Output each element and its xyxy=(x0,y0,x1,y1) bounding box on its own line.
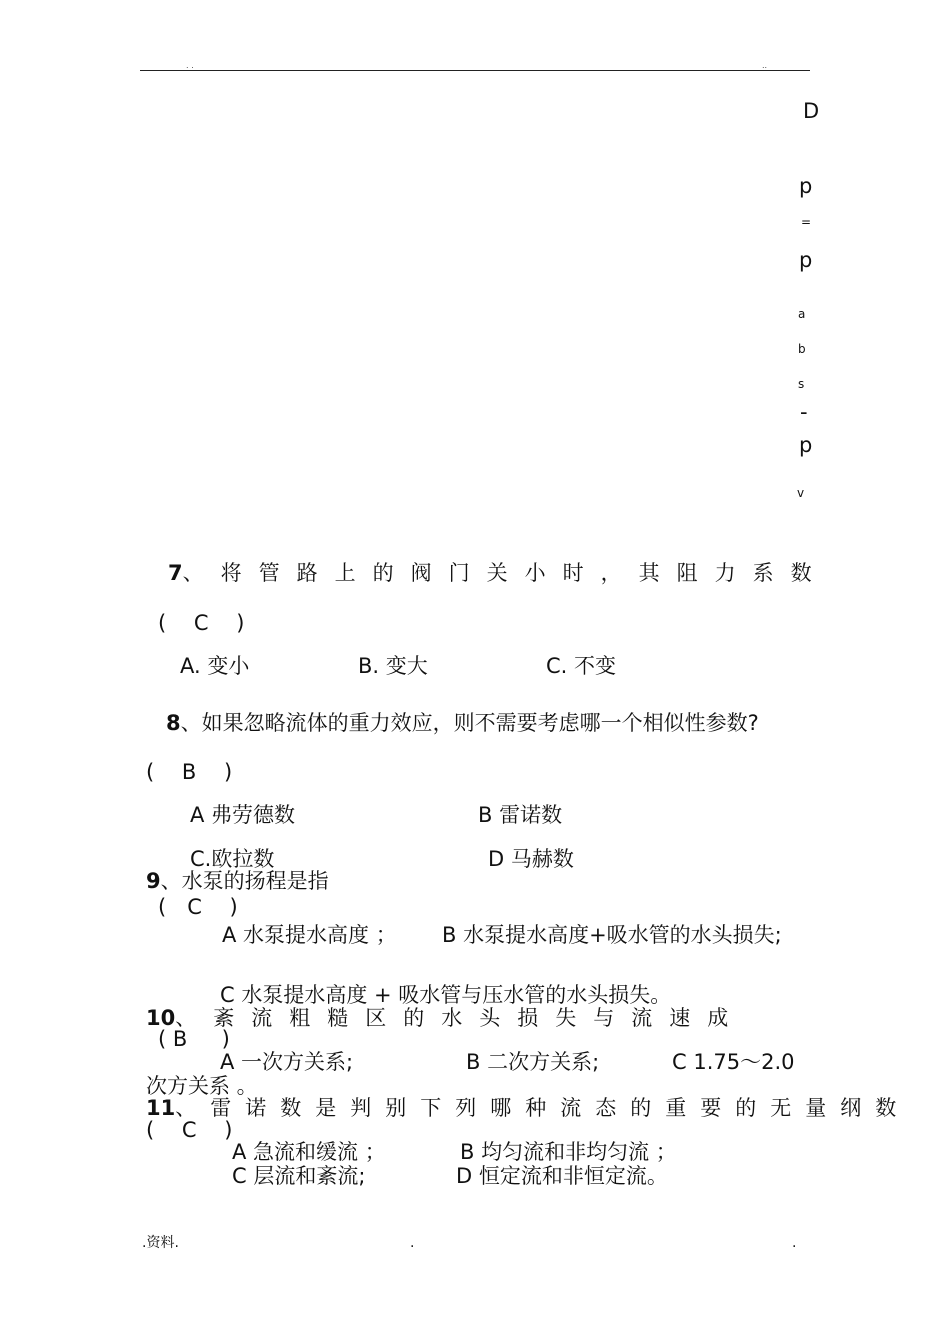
formula-p3: p xyxy=(799,433,813,457)
q8-answer: ( B ) xyxy=(146,760,233,784)
q8-option-b: B 雷诺数 xyxy=(478,803,563,827)
q9-option-b: B 水泵提水高度+吸水管的水头损失; xyxy=(442,923,782,947)
q9-line xyxy=(146,871,329,892)
q10-option-a: A 一次方关系; xyxy=(220,1050,354,1074)
q11-option-d: D 恒定流和非恒定流。 xyxy=(456,1164,668,1188)
q7-number: 7 xyxy=(168,561,183,585)
q9-option-a: A 水泵提水高度 ； xyxy=(222,923,397,947)
q7-answer: ( C ) xyxy=(158,611,245,635)
q9-option-c: C 水泵提水高度 + 吸水管与压水管的水头损失。 xyxy=(220,983,672,1007)
q10-answer: ( B ) xyxy=(158,1027,230,1051)
q9-number: 9 xyxy=(146,869,161,893)
footer-center: . xyxy=(410,1235,415,1251)
q8-option-c: C.欧拉数 xyxy=(190,847,275,871)
footer-left: .资料. xyxy=(142,1235,179,1251)
q11-line xyxy=(146,1098,910,1119)
q10-number: 10 xyxy=(146,1006,176,1030)
q10-text: 、紊流粗糙区的水头损失与流速成 xyxy=(175,1006,746,1030)
header-right-mark: .. xyxy=(762,61,768,70)
q7-option-b: B. 变大 xyxy=(358,654,428,678)
q9-answer: ( C ) xyxy=(158,895,238,919)
q7-text: 、将管路上的阀门关小时，其阻力系数 xyxy=(182,561,829,585)
formula-s: s xyxy=(798,377,805,391)
q7-line xyxy=(168,563,829,584)
q8-option-a: A 弗劳德数 xyxy=(190,803,296,827)
footer-right: . xyxy=(792,1235,797,1251)
formula-p2: p xyxy=(799,248,813,272)
formula-minus: - xyxy=(800,400,808,424)
header-rule xyxy=(140,70,810,71)
header-left-mark: . . xyxy=(186,61,194,70)
q11-option-b: B 均匀流和非均匀流 ； xyxy=(460,1140,677,1164)
formula-b: b xyxy=(798,342,806,356)
q8-line xyxy=(166,713,759,734)
q11-option-c: C 层流和紊流; xyxy=(232,1164,366,1188)
q7-option-a: A. 变小 xyxy=(180,654,250,678)
q11-text: 、雷诺数是判别下列哪种流态的重要的无量纲数 xyxy=(175,1096,911,1120)
q11-answer: ( C ) xyxy=(146,1118,233,1142)
q8-text: 、如果忽略流体的重力效应，则不需要考虑哪一个相似性参数? xyxy=(180,711,759,735)
q10-option-b: B 二次方关系; xyxy=(466,1050,600,1074)
formula-v: v xyxy=(797,486,805,500)
formula-a: a xyxy=(798,307,806,321)
q11-option-a: A 急流和缓流 ； xyxy=(232,1140,386,1164)
q10-option-c: C 1.75～2.0 xyxy=(672,1050,795,1074)
formula-eq: = xyxy=(801,215,812,229)
q10-line xyxy=(146,1008,745,1029)
q9-text: 、水泵的扬程是指 xyxy=(160,869,329,893)
q11-number: 11 xyxy=(146,1096,176,1120)
formula-D: D xyxy=(803,99,820,123)
q8-option-d: D 马赫数 xyxy=(488,847,574,871)
formula-p1: p xyxy=(799,174,813,198)
q8-number: 8 xyxy=(166,711,181,735)
q7-option-c: C. 不变 xyxy=(546,654,617,678)
q10-option-c-continued: 次方关系 。 xyxy=(146,1074,258,1098)
